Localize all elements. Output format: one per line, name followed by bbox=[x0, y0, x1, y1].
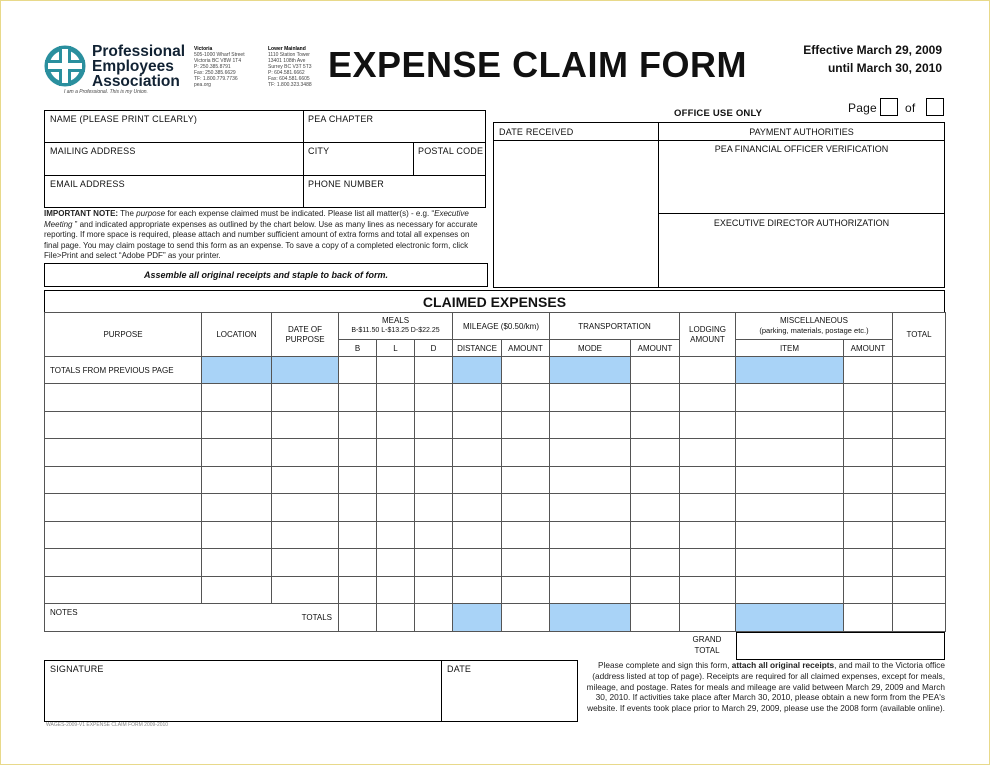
col-distance: DISTANCE bbox=[453, 340, 502, 357]
assemble-note: Assemble all original receipts and staple to back of form. bbox=[143, 270, 389, 280]
claimed-expenses-header bbox=[44, 290, 945, 313]
table-cell[interactable] bbox=[339, 439, 377, 467]
col-transport-amount: AMOUNT bbox=[631, 340, 680, 357]
postal-code-field[interactable] bbox=[414, 143, 485, 174]
table-cell[interactable] bbox=[893, 549, 946, 577]
table-cell[interactable] bbox=[377, 439, 415, 467]
table-cell[interactable] bbox=[502, 576, 550, 604]
office-use-heading: OFFICE USE ONLY bbox=[674, 108, 763, 119]
table-cell bbox=[202, 357, 272, 384]
page-count-field[interactable] bbox=[926, 98, 944, 116]
table-cell[interactable] bbox=[453, 384, 502, 412]
table-cell[interactable] bbox=[339, 411, 377, 439]
col-lodging: LODGING AMOUNT bbox=[680, 313, 736, 357]
table-cell[interactable] bbox=[893, 466, 946, 494]
assemble-note-box bbox=[44, 263, 488, 287]
victoria-title: Victoria bbox=[194, 46, 213, 52]
table-cell[interactable] bbox=[415, 466, 453, 494]
phone-field[interactable] bbox=[304, 176, 485, 207]
victoria-line: 505-1000 Wharf Street bbox=[194, 52, 245, 58]
table-cell[interactable] bbox=[631, 521, 680, 549]
note-example: Executive Meeting bbox=[44, 209, 469, 229]
table-cell[interactable] bbox=[339, 549, 377, 577]
table-cell[interactable] bbox=[680, 494, 736, 522]
table-cell[interactable] bbox=[680, 439, 736, 467]
table-cell[interactable] bbox=[45, 384, 202, 412]
expenses-table bbox=[44, 312, 946, 632]
table-cell bbox=[272, 357, 339, 384]
chapter-field[interactable] bbox=[304, 111, 485, 141]
table-cell[interactable] bbox=[631, 357, 680, 384]
table-cell[interactable] bbox=[415, 549, 453, 577]
page-label: Page bbox=[848, 101, 877, 115]
col-misc-amount: AMOUNT bbox=[844, 340, 893, 357]
table-cell[interactable] bbox=[502, 466, 550, 494]
table-cell[interactable] bbox=[844, 439, 893, 467]
org-name-line2: Employees bbox=[92, 58, 174, 75]
table-cell[interactable] bbox=[415, 439, 453, 467]
table-cell[interactable] bbox=[631, 384, 680, 412]
table-cell[interactable] bbox=[272, 411, 339, 439]
mailing-label: MAILING ADDRESS bbox=[50, 146, 136, 156]
totals-previous-row bbox=[45, 357, 946, 384]
table-cell[interactable] bbox=[631, 411, 680, 439]
col-meal-d: D bbox=[415, 340, 453, 357]
table-cell[interactable] bbox=[415, 384, 453, 412]
table-cell[interactable] bbox=[736, 576, 844, 604]
phone-label: PHONE NUMBER bbox=[308, 179, 384, 189]
table-cell[interactable] bbox=[415, 521, 453, 549]
mainland-line: P: 604.581.6662 bbox=[268, 70, 305, 76]
table-cell[interactable] bbox=[453, 549, 502, 577]
table-cell[interactable] bbox=[453, 411, 502, 439]
table-cell[interactable] bbox=[631, 494, 680, 522]
table-row bbox=[45, 494, 946, 522]
table-cell[interactable] bbox=[736, 439, 844, 467]
expense-rows bbox=[45, 384, 946, 604]
table-cell[interactable] bbox=[377, 549, 415, 577]
table-cell[interactable] bbox=[893, 439, 946, 467]
table-cell[interactable] bbox=[680, 576, 736, 604]
table-row bbox=[45, 384, 946, 412]
table-cell[interactable] bbox=[45, 576, 202, 604]
notes-label: NOTES bbox=[45, 604, 272, 632]
table-cell[interactable] bbox=[680, 357, 736, 384]
table-cell[interactable] bbox=[631, 439, 680, 467]
org-name-line1: Professional bbox=[92, 43, 186, 60]
date-label: DATE bbox=[447, 664, 472, 674]
table-cell[interactable] bbox=[844, 357, 893, 384]
col-meal-l: L bbox=[377, 340, 415, 357]
table-cell[interactable] bbox=[377, 357, 415, 384]
table-cell[interactable] bbox=[631, 604, 680, 632]
table-cell[interactable] bbox=[893, 384, 946, 412]
name-field[interactable] bbox=[45, 111, 302, 141]
table-row bbox=[45, 466, 946, 494]
table-cell[interactable] bbox=[202, 576, 272, 604]
table-cell bbox=[736, 604, 844, 632]
table-cell[interactable] bbox=[893, 357, 946, 384]
table-cell[interactable] bbox=[502, 357, 550, 384]
table-cell[interactable] bbox=[550, 549, 631, 577]
table-cell[interactable] bbox=[272, 549, 339, 577]
table-cell[interactable] bbox=[680, 604, 736, 632]
table-cell[interactable] bbox=[844, 466, 893, 494]
mailing-address-field[interactable] bbox=[45, 143, 302, 174]
date-field[interactable] bbox=[442, 661, 577, 721]
table-cell[interactable] bbox=[45, 439, 202, 467]
table-cell[interactable] bbox=[339, 521, 377, 549]
table-cell[interactable] bbox=[339, 466, 377, 494]
table-cell[interactable] bbox=[680, 466, 736, 494]
note-text: ” and indicated appropriate expenses as outlined by the chart below. Use as many lines as necessary for accurate reporting. If more space is required, please attach and number sufficient amount of extra forms and total all expenses on final page. You may claim postage to send this form as an expense. To save a copy of a completed electronic form, click File>Print and select “Adobe PDF” as your printer. bbox=[44, 219, 478, 260]
divider bbox=[658, 213, 945, 214]
name-label: NAME (PLEASE PRINT CLEARLY) bbox=[50, 114, 198, 124]
table-cell[interactable] bbox=[377, 494, 415, 522]
footer-code: WAGES-2009-V1 EXPENSE CLAIM FORM 2009-2010 bbox=[46, 722, 169, 728]
col-transportation: TRANSPORTATION bbox=[550, 313, 680, 340]
table-cell[interactable] bbox=[415, 357, 453, 384]
table-cell[interactable] bbox=[893, 604, 946, 632]
table-cell[interactable] bbox=[202, 439, 272, 467]
financial-officer-label: PEA FINANCIAL OFFICER VERIFICATION bbox=[714, 144, 889, 154]
table-cell[interactable] bbox=[550, 411, 631, 439]
table-cell[interactable] bbox=[550, 384, 631, 412]
table-header-row bbox=[45, 313, 946, 340]
table-cell[interactable] bbox=[272, 439, 339, 467]
victoria-line: P: 250.385.8791 bbox=[194, 64, 231, 70]
table-cell[interactable] bbox=[502, 439, 550, 467]
payment-authorities-label: PAYMENT AUTHORITIES bbox=[749, 127, 854, 137]
table-cell[interactable] bbox=[45, 521, 202, 549]
table-cell[interactable] bbox=[202, 494, 272, 522]
totals-previous-label: TOTALS FROM PREVIOUS PAGE bbox=[45, 357, 202, 384]
table-cell[interactable] bbox=[550, 466, 631, 494]
table-cell[interactable] bbox=[339, 357, 377, 384]
table-cell[interactable] bbox=[680, 521, 736, 549]
note-text: for each expense claimed must be indicated. Please list all matter(s) - e.g. “ bbox=[165, 209, 435, 218]
table-cell[interactable] bbox=[202, 466, 272, 494]
table-cell[interactable] bbox=[844, 521, 893, 549]
form-title: EXPENSE CLAIM FORM bbox=[328, 44, 748, 85]
col-mileage-amount: AMOUNT bbox=[502, 340, 550, 357]
col-item: ITEM bbox=[736, 340, 844, 357]
totals-row bbox=[45, 604, 946, 632]
note-text: The bbox=[118, 209, 137, 218]
instructions-bold: attach all original receipts bbox=[731, 660, 835, 670]
pea-logo bbox=[42, 43, 88, 89]
effective-until: until March 30, 2010 bbox=[827, 61, 942, 75]
table-cell[interactable] bbox=[550, 494, 631, 522]
table-cell[interactable] bbox=[736, 521, 844, 549]
table-cell[interactable] bbox=[453, 494, 502, 522]
col-mode: MODE bbox=[550, 340, 631, 357]
signature-field[interactable] bbox=[45, 661, 440, 721]
claimed-expenses-title: CLAIMED EXPENSES bbox=[422, 294, 567, 310]
table-cell[interactable] bbox=[453, 439, 502, 467]
col-misc bbox=[736, 313, 893, 340]
table-cell[interactable] bbox=[844, 411, 893, 439]
victoria-line: Fax: 250.385.6629 bbox=[194, 70, 236, 76]
email-field[interactable] bbox=[45, 176, 302, 207]
col-date-of-purpose: DATE OF PURPOSE bbox=[272, 313, 339, 357]
table-row bbox=[45, 549, 946, 577]
meals-rates: B-$11.50 L-$13.25 D-$22.25 bbox=[351, 327, 440, 334]
table-cell[interactable] bbox=[631, 549, 680, 577]
table-cell[interactable] bbox=[736, 549, 844, 577]
table-cell[interactable] bbox=[844, 384, 893, 412]
table-cell[interactable] bbox=[415, 411, 453, 439]
table-row bbox=[45, 439, 946, 467]
email-label: EMAIL ADDRESS bbox=[50, 179, 125, 189]
table-cell[interactable] bbox=[502, 604, 550, 632]
table-row bbox=[45, 411, 946, 439]
col-meal-b: B bbox=[339, 340, 377, 357]
table-cell[interactable] bbox=[453, 521, 502, 549]
table-cell[interactable] bbox=[202, 549, 272, 577]
table-cell[interactable] bbox=[631, 576, 680, 604]
victoria-line: pea.org bbox=[194, 82, 211, 88]
table-cell[interactable] bbox=[893, 494, 946, 522]
table-cell[interactable] bbox=[502, 549, 550, 577]
table-cell[interactable] bbox=[202, 521, 272, 549]
table-cell[interactable] bbox=[415, 576, 453, 604]
city-label: CITY bbox=[308, 146, 330, 156]
table-cell[interactable] bbox=[631, 466, 680, 494]
table-cell[interactable] bbox=[202, 411, 272, 439]
mailing-instructions bbox=[585, 660, 945, 714]
postal-label: POSTAL CODE bbox=[418, 146, 484, 156]
logo-mark-icon bbox=[42, 43, 88, 89]
meals-label: MEALS bbox=[381, 316, 410, 325]
table-cell[interactable] bbox=[272, 576, 339, 604]
table-cell[interactable] bbox=[680, 384, 736, 412]
table-cell[interactable] bbox=[339, 384, 377, 412]
important-note bbox=[44, 209, 484, 262]
instructions-text: , and mail to the Victoria office (address listed at top of page). Receipts are required for all claimed expenses, except for meals, mileage, and postage. Rates for meals and mileage are valid between March 29, 2009 and March 30, 2010. If activities take place after March 30, 2010, please obtain a new form from the PEA's website. If events took place prior to March 29, 2009, please use the 2008 form (available online). bbox=[586, 660, 945, 714]
table-cell[interactable] bbox=[844, 576, 893, 604]
table-cell bbox=[453, 604, 502, 632]
misc-label: MISCELLANEOUS bbox=[779, 316, 849, 325]
col-total: TOTAL bbox=[893, 313, 946, 357]
table-row bbox=[45, 576, 946, 604]
table-cell[interactable] bbox=[377, 384, 415, 412]
grand-total-field[interactable] bbox=[736, 632, 945, 660]
table-cell[interactable] bbox=[844, 494, 893, 522]
victoria-line: Victoria BC V8W 1T4 bbox=[194, 58, 242, 64]
table-cell[interactable] bbox=[736, 384, 844, 412]
mainland-title: Lower Mainland bbox=[268, 46, 306, 52]
instructions-text: Please complete and sign this form, bbox=[598, 660, 732, 670]
totals-label: TOTALS bbox=[272, 604, 339, 632]
victoria-line: TF: 1.800.779.7736 bbox=[194, 76, 238, 82]
table-cell bbox=[453, 357, 502, 384]
table-cell[interactable] bbox=[680, 549, 736, 577]
table-cell[interactable] bbox=[453, 576, 502, 604]
table-cell[interactable] bbox=[339, 604, 377, 632]
org-tagline: I am a Professional. This is my Union. bbox=[64, 89, 148, 95]
mainland-line: 13401 108th Ave bbox=[268, 58, 306, 64]
table-cell[interactable] bbox=[415, 494, 453, 522]
table-cell[interactable] bbox=[736, 466, 844, 494]
table-cell[interactable] bbox=[202, 384, 272, 412]
table-cell[interactable] bbox=[736, 411, 844, 439]
table-cell[interactable] bbox=[377, 576, 415, 604]
table-cell[interactable] bbox=[453, 466, 502, 494]
col-meals bbox=[339, 313, 453, 340]
table-cell[interactable] bbox=[893, 576, 946, 604]
table-cell bbox=[550, 604, 631, 632]
of-label: of bbox=[905, 101, 916, 115]
page-number-field[interactable] bbox=[880, 98, 898, 116]
table-cell[interactable] bbox=[377, 466, 415, 494]
date-received-label: DATE RECEIVED bbox=[499, 127, 574, 137]
org-name bbox=[92, 44, 185, 89]
table-cell[interactable] bbox=[272, 521, 339, 549]
executive-director-label: EXECUTIVE DIRECTOR AUTHORIZATION bbox=[713, 218, 890, 228]
table-cell[interactable] bbox=[550, 439, 631, 467]
table-cell[interactable] bbox=[339, 576, 377, 604]
city-field[interactable] bbox=[304, 143, 412, 174]
table-cell bbox=[736, 357, 844, 384]
divider bbox=[493, 140, 945, 141]
chapter-label: PEA CHAPTER bbox=[308, 114, 374, 124]
table-cell[interactable] bbox=[844, 549, 893, 577]
mainland-address bbox=[268, 46, 312, 88]
table-cell[interactable] bbox=[893, 411, 946, 439]
table-cell[interactable] bbox=[550, 521, 631, 549]
col-location: LOCATION bbox=[202, 313, 272, 357]
col-purpose: PURPOSE bbox=[45, 313, 202, 357]
table-cell[interactable] bbox=[736, 494, 844, 522]
table-cell[interactable] bbox=[502, 494, 550, 522]
note-purpose: purpose bbox=[136, 209, 166, 218]
table-cell[interactable] bbox=[502, 521, 550, 549]
note-bold: IMPORTANT NOTE: bbox=[44, 209, 119, 218]
table-cell[interactable] bbox=[893, 521, 946, 549]
mainland-line: Fax: 604.581.6605 bbox=[268, 76, 310, 82]
table-cell bbox=[550, 357, 631, 384]
table-cell[interactable] bbox=[550, 576, 631, 604]
table-cell[interactable] bbox=[415, 604, 453, 632]
table-cell[interactable] bbox=[502, 384, 550, 412]
effective-from: Effective March 29, 2009 bbox=[803, 43, 942, 57]
table-cell[interactable] bbox=[45, 494, 202, 522]
table-cell[interactable] bbox=[377, 521, 415, 549]
grand-total-label: GRAND TOTAL bbox=[692, 635, 722, 655]
table-cell[interactable] bbox=[844, 604, 893, 632]
col-mileage: MILEAGE ($0.50/km) bbox=[453, 313, 550, 340]
table-cell[interactable] bbox=[272, 494, 339, 522]
mainland-line: TF: 1.800.323.3488 bbox=[268, 82, 312, 88]
table-cell[interactable] bbox=[377, 604, 415, 632]
table-cell[interactable] bbox=[377, 411, 415, 439]
table-cell[interactable] bbox=[339, 494, 377, 522]
victoria-address bbox=[194, 46, 245, 88]
table-cell[interactable] bbox=[272, 466, 339, 494]
mainland-line: Surrey BC V3T 5T3 bbox=[268, 64, 312, 70]
table-cell[interactable] bbox=[680, 411, 736, 439]
table-cell[interactable] bbox=[272, 384, 339, 412]
table-row bbox=[45, 521, 946, 549]
org-name-line3: Association bbox=[92, 73, 180, 90]
table-cell[interactable] bbox=[502, 411, 550, 439]
table-cell[interactable] bbox=[45, 549, 202, 577]
table-cell[interactable] bbox=[45, 411, 202, 439]
table-cell[interactable] bbox=[45, 466, 202, 494]
misc-sub: (parking, materials, postage etc.) bbox=[759, 326, 869, 335]
signature-label: SIGNATURE bbox=[50, 664, 104, 674]
mainland-line: 1110 Station Tower bbox=[268, 52, 310, 58]
